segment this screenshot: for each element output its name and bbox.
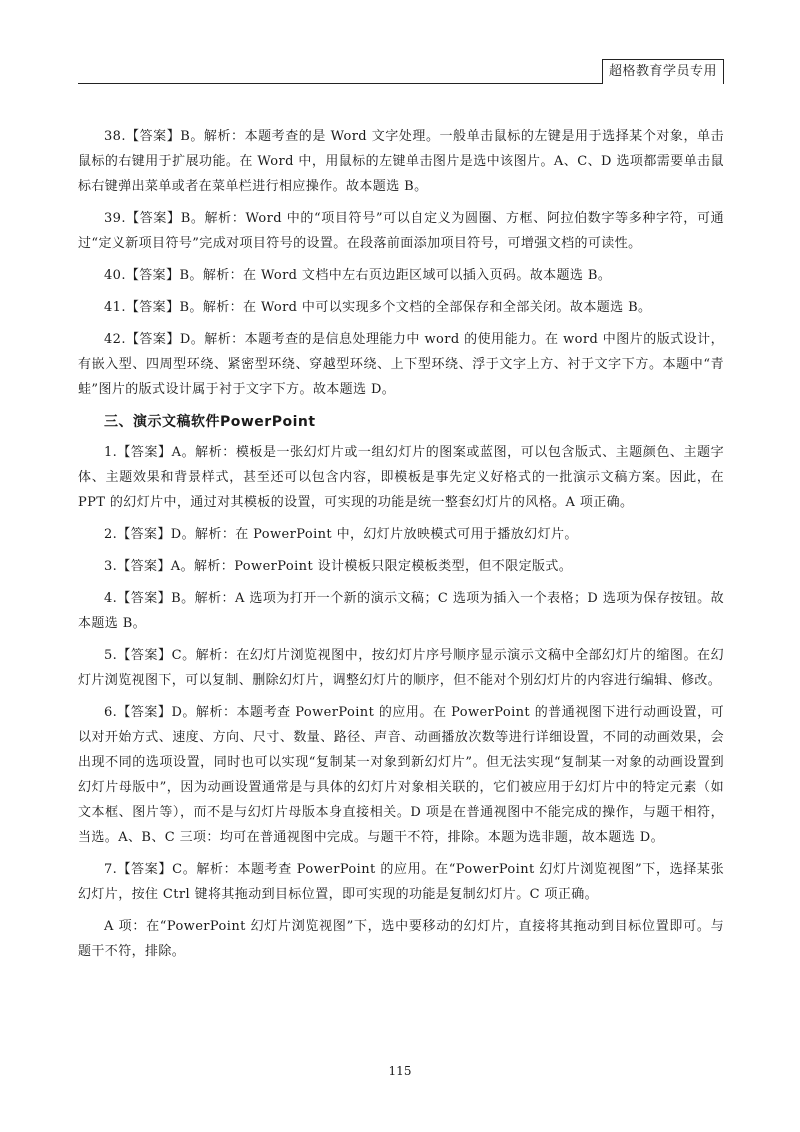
- answer-40: 40.【答案】B。解析：在 Word 文档中左右页边距区域可以插入页码。故本题选 B。: [104, 268, 612, 283]
- answer-38: 38.【答案】B。解析：本题考查的是 Word 文字处理。一般单击鼠标的左键是用于选择某个对象，单击鼠标的右键用于扩展功能。在 Word 中，用鼠标的左键单击图片是选中该图片。A、C、D 选项都需要单击鼠标右键弹出菜单或者在菜单栏进行相应操作。故本题选 B。: [78, 129, 724, 194]
- answer-42: 42.【答案】D。解析：本题考查的是信息处理能力中 word 的使用能力。在 word 中图片的版式设计，有嵌入型、四周型环绕、紧密型环绕、穿越型环绕、上下型环绕、浮于文字上方、衬于文字下方。本题中“青蛙”图片的版式设计属于衬于文字下方。故本题选 D。: [78, 332, 724, 397]
- answer-41: 41.【答案】B。解析：在 Word 中可以实现多个文档的全部保存和全部关闭。故本题选 B。: [104, 300, 652, 315]
- answer-1: 1.【答案】A。解析：模板是一张幻灯片或一组幻灯片的图案或蓝图，可以包含版式、主题颜色、主题字体、主题效果和背景样式，甚至还可以包含内容，即模板是事先定义好格式的一批演示文稿方案。因此，在 PPT 的幻灯片中，通过对其模板的设置，可实现的功能是统一整套幻灯片的风格。A 项正确。: [78, 445, 724, 510]
- answer-6: 6.【答案】D。解析：本题考查 PowerPoint 的应用。在 PowerPoint 的普通视图下进行动画设置，可以对开始方式、速度、方向、尺寸、数量、路径、声音、动画播放次数等进行详细设置，不同的动画效果，会出现不同的选项设置，同时也可以实现“复制某一对象到新幻灯片”。但无法实现“复制某一对象的动画设置到幻灯片母版中”，因为动画设置通常是与具体的幻灯片对象相关联的，它们被应用于幻灯片中的特定元素（如文本框、图片等），而不是与幻灯片母版本身直接相关。D 项是在普通视图中不能完成的操作，与题干相符，当选。A、B、C 三项：均可在普通视图中完成。与题干不符，排除。本题为选非题，故本题选 D。: [78, 705, 724, 845]
- answer-4: 4.【答案】B。解析：A 选项为打开一个新的演示文稿；C 选项为插入一个表格；D 选项为保存按钮。故本题选 B。: [78, 591, 724, 631]
- page-content: [78, 124, 724, 971]
- answer-5: 5.【答案】C。解析：在幻灯片浏览视图中，按幻灯片序号顺序显示演示文稿中全部幻灯片的缩图。在幻灯片浏览视图下，可以复制、删除幻灯片，调整幻灯片的顺序，但不能对个别幻灯片的内容进行编辑、修改。: [78, 648, 724, 688]
- section-heading: 三、演示文稿软件PowerPoint: [104, 414, 316, 430]
- answer-39: 39.【答案】B。解析：Word 中的“项目符号”可以自定义为圆圈、方框、阿拉伯数字等多种字符，可通过“定义新项目符号”完成对项目符号的设置。在段落前面添加项目符号，可增强文档的可读性。: [78, 211, 724, 251]
- page-number: 115: [388, 1064, 412, 1078]
- answer-2: 2.【答案】D。解析：在 PowerPoint 中，幻灯片放映模式可用于播放幻灯片。: [104, 527, 578, 542]
- header-tag: 超格教育学员专用: [602, 59, 724, 84]
- answer-7-option-a: A 项：在“PowerPoint 幻灯片浏览视图”下，选中要移动的幻灯片，直接将其拖动到目标位置即可。与题干不符，排除。: [78, 919, 724, 959]
- answer-3: 3.【答案】A。解析：PowerPoint 设计模板只限定模板类型，但不限定版式。: [104, 559, 573, 574]
- answer-7: 7.【答案】C。解析：本题考查 PowerPoint 的应用。在“PowerPoint 幻灯片浏览视图”下，选择某张幻灯片，按住 Ctrl 键将其拖动到目标位置，即可实现的功能是复制幻灯片。C 项正确。: [78, 862, 724, 902]
